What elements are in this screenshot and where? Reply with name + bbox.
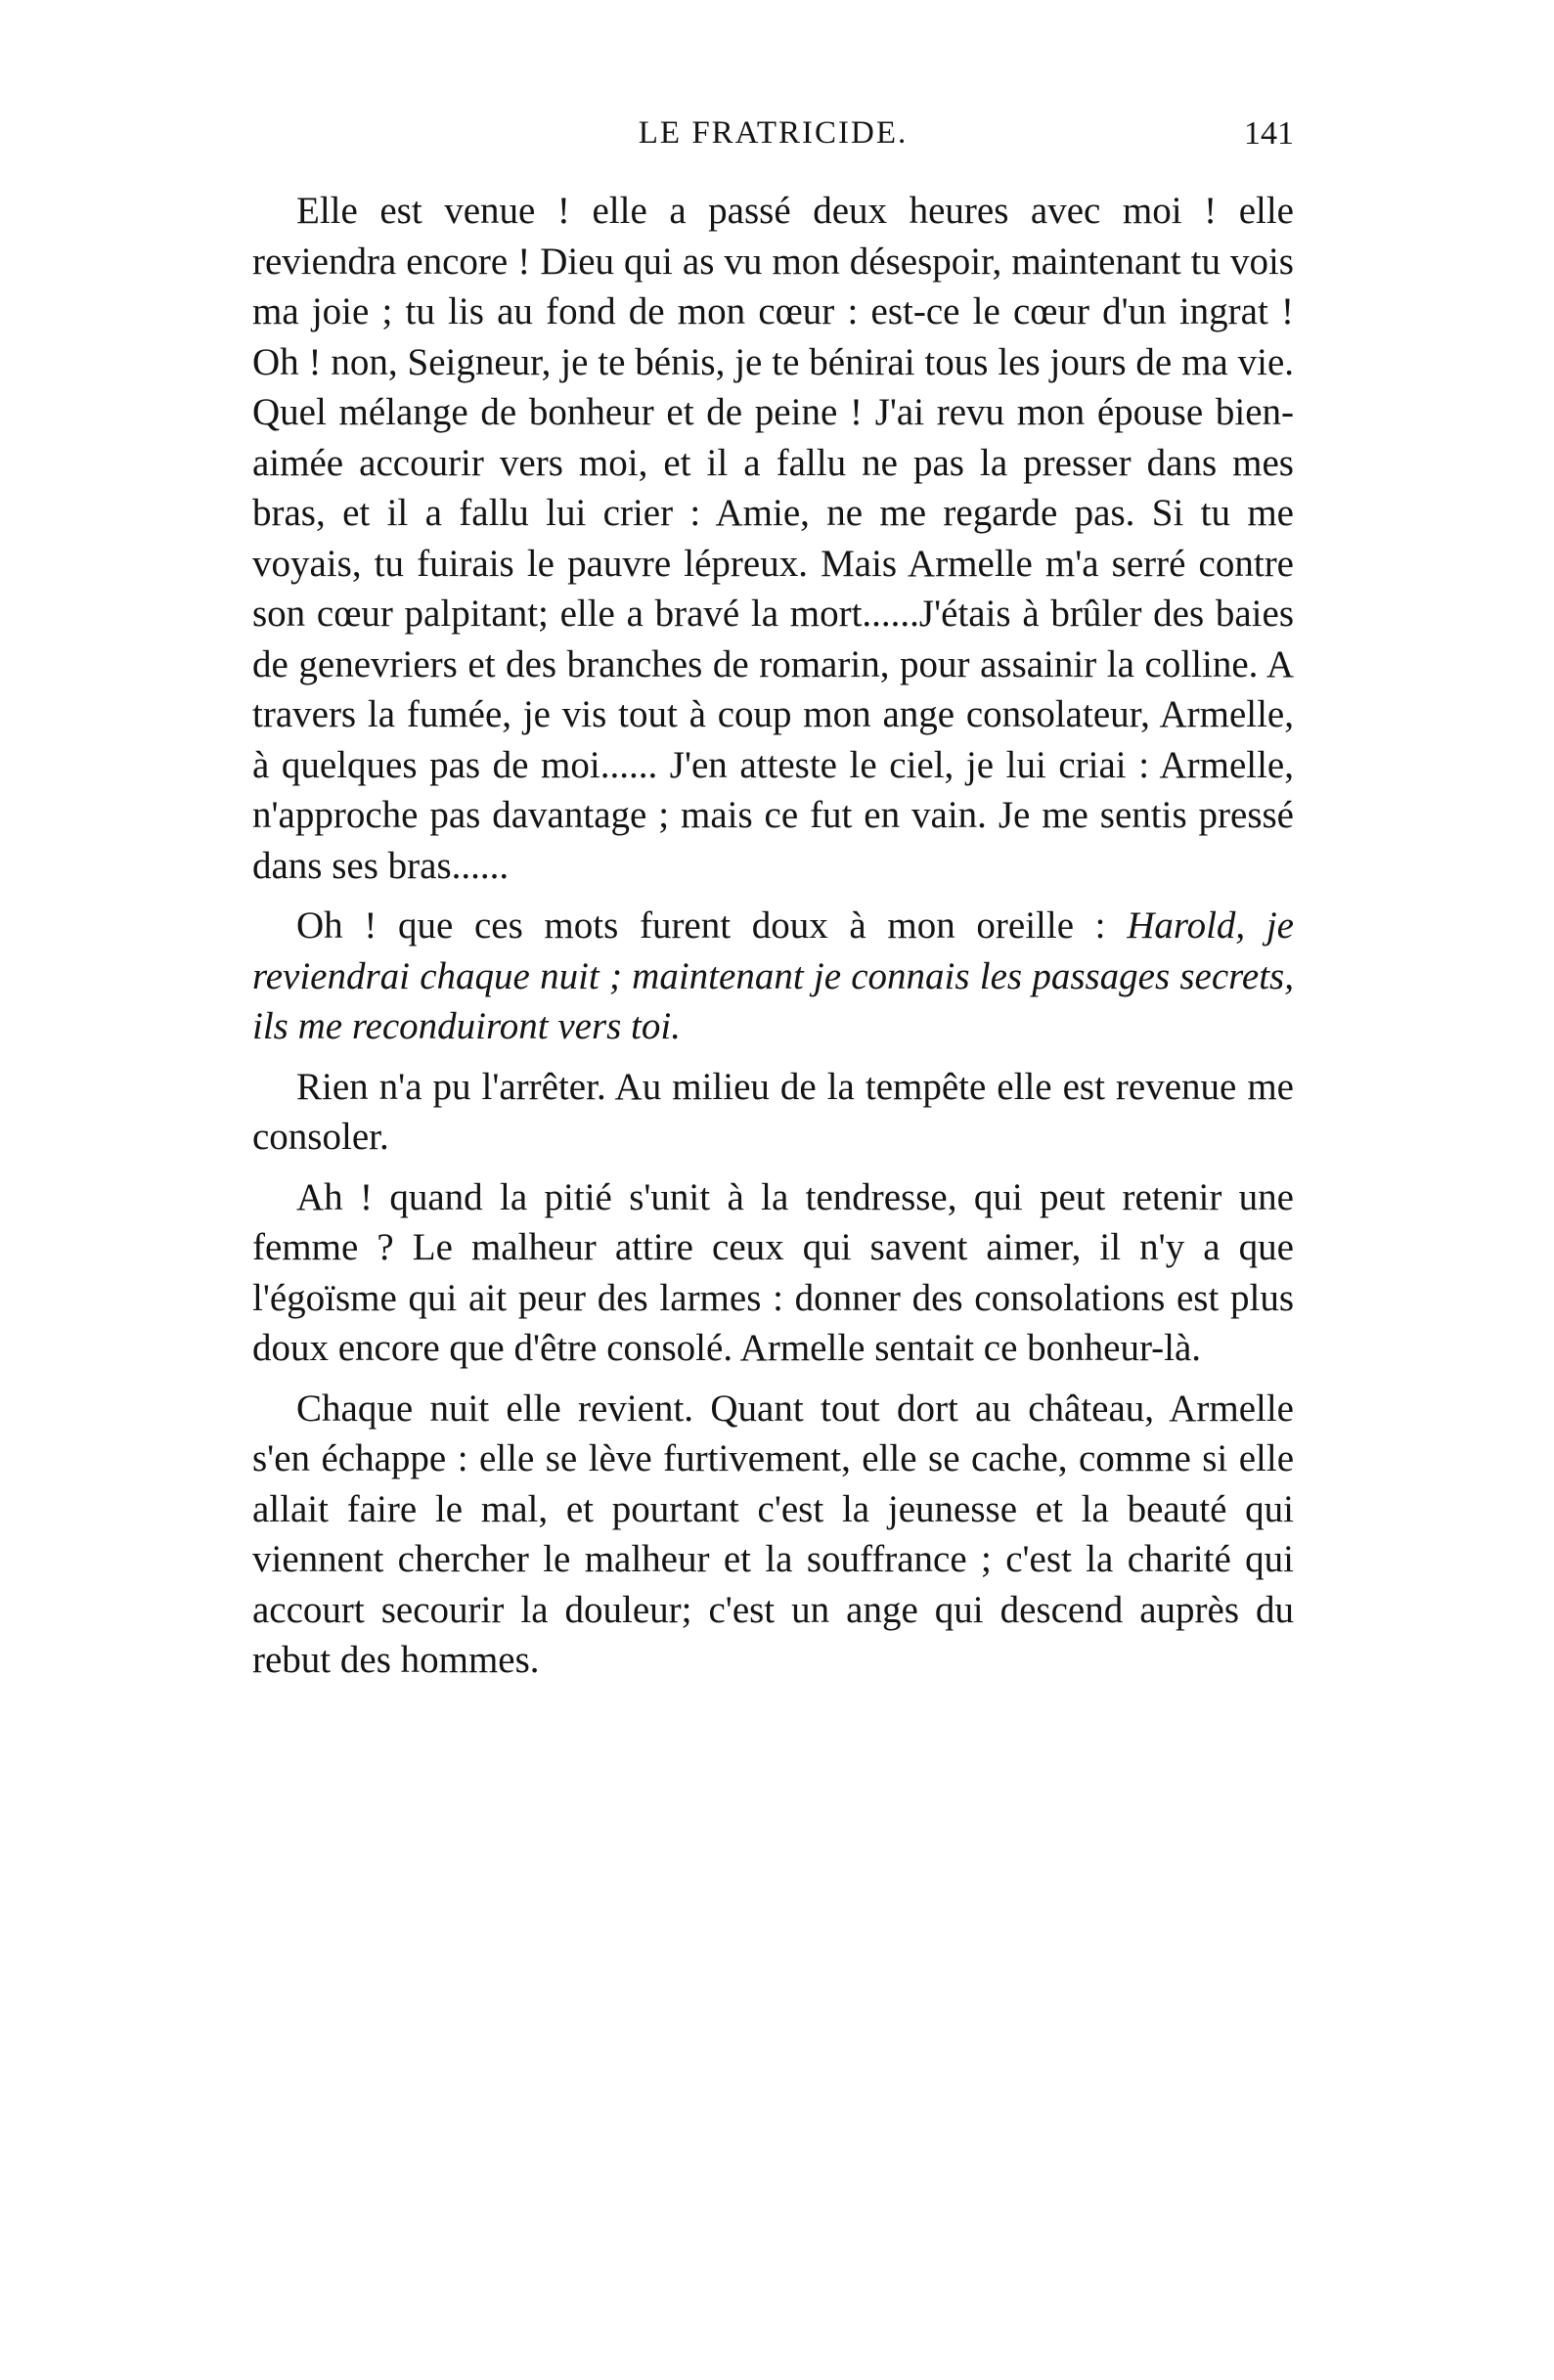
paragraph-5: Chaque nuit elle revient. Quant tout dort au château, Armelle s'en échappe : elle se lève furtivement, elle se cache, comme si elle allait faire le mal, et pourtant c'est la jeunesse et la beauté qui viennent chercher le malheur et la souffrance ; c'est la charité qui accourt secourir la douleur; c'est un ange qui descend auprès du rebut des hommes. <box>252 1387 1294 1681</box>
quoted-speech: Harold, je reviendrai chaque nuit ; maintenant je connais les passages secrets, ils me reconduiront vers toi. <box>252 904 1294 1047</box>
paragraph-2-lead: Oh ! que ces mots furent doux à mon oreille : <box>296 904 1128 947</box>
paragraph-4: Ah ! quand la pitié s'unit à la tendresse, qui peut retenir une femme ? Le malheur attire ceux qui savent aimer, il n'y a que l'égoïsme qui ait peur des larmes : donner des consolations est plus doux encore que d'être consolé. Armelle sentait ce bonheur-là. <box>252 1175 1294 1369</box>
paragraph-3: Rien n'a pu l'arrêter. Au milieu de la tempête elle est revenue me consoler. <box>252 1065 1294 1158</box>
running-title: LE FRATRICIDE. <box>638 115 909 151</box>
paragraph-2 <box>252 901 1294 1052</box>
body-text <box>252 186 1294 1686</box>
running-head <box>252 115 1294 174</box>
paragraph-1: Elle est venue ! elle a passé deux heures avec moi ! elle reviendra encore ! Dieu qui as vu mon désespoir, maintenant tu vois ma joie ; tu lis au fond de mon cœur : est-ce le cœur d'un ingrat ! Oh ! non, Seigneur, je te bénis, je te bénirai tous les jours de ma vie. Quel mélange de bonheur et de peine ! J'ai revu mon épouse bien-aimée accourir vers moi, et il a fallu ne pas la presser dans mes bras, et il a fallu lui crier : Amie, ne me regarde pas. Si tu me voyais, tu fuirais le pauvre lépreux. Mais Armelle m'a serré contre son cœur palpitant; elle a bravé la mort......J'étais à brûler des baies de genevriers et des branches de romarin, pour assainir la colline. A travers la fumée, je vis tout à coup mon ange consolateur, Armelle, à quelques pas de moi...... J'en atteste le ciel, je lui criai : Armelle, n'approche pas davantage ; mais ce fut en vain. Je me sentis pressé dans ses bras...... <box>252 190 1294 887</box>
page-number: 141 <box>1244 115 1294 152</box>
